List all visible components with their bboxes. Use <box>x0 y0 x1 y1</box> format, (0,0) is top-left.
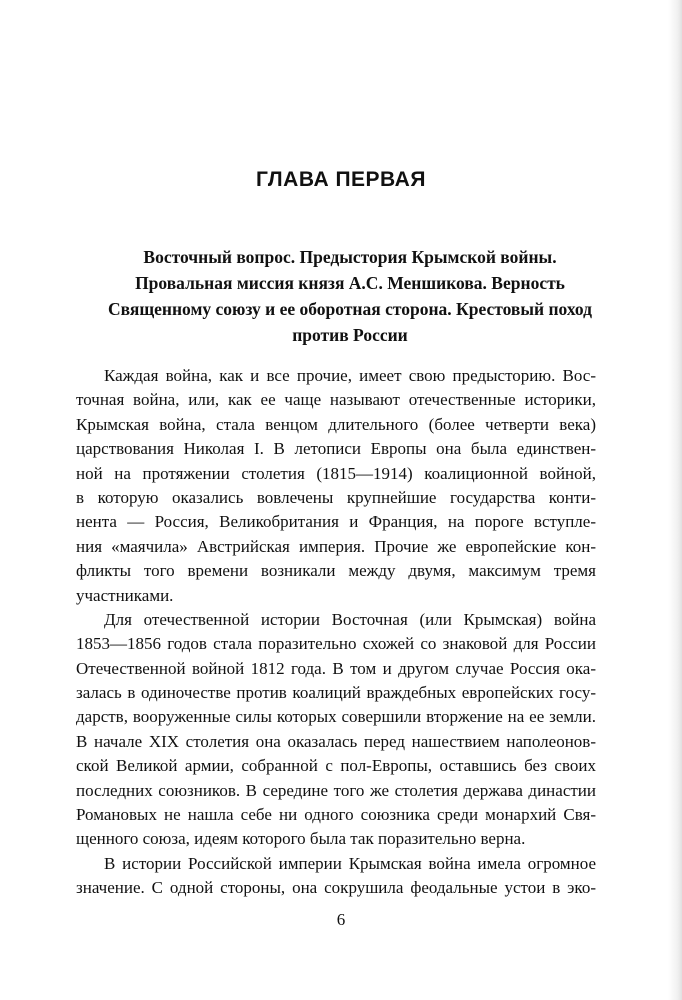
subtitle-line: Восточный вопрос. Предыстория Крымской войны. <box>143 247 557 267</box>
text-line: дарств, вооруженные силы которых совершили вторжение на ее земли. <box>76 707 596 727</box>
page-number: 6 <box>336 910 346 929</box>
text-line: значение. С одной стороны, она сокрушила феодальные устои в эко- <box>76 878 596 898</box>
text-line: В истории Российской империи Крымская война имела огромное <box>104 853 596 873</box>
text-line: ния «маячила» Австрийская империя. Прочие же европейские кон- <box>76 536 596 556</box>
text-line: нента — Россия, Великобритания и Франция, на пороге вступле- <box>76 512 596 532</box>
subtitle-line: против России <box>292 325 408 345</box>
text-line: последних союзников. В середине того же столетия держава династии <box>76 780 596 800</box>
chapter-title: ГЛАВА ПЕРВАЯ <box>256 168 426 191</box>
text-line: ской Великой армии, собранной с пол-Европы, оставшись без своих <box>76 756 596 776</box>
body-text <box>76 364 596 901</box>
subtitle-line: Провальная миссия князя А.С. Меншикова. Верность <box>135 273 565 293</box>
text-line: В начале XIX столетия она оказалась перед нашествием наполеонов- <box>76 731 596 751</box>
text-line: залась в одиночестве против коалиций враждебных европейских госу- <box>76 683 596 703</box>
subtitle-line: Священному союзу и ее оборотная сторона. Крестовый поход <box>108 299 593 319</box>
text-line: Для отечественной истории Восточная (или Крымская) война <box>104 609 596 629</box>
text-line: Крымская война, стала венцом длительного (более четверти века) <box>76 414 596 434</box>
text-line: щенного союза, идеям которого была так поразительно верна. <box>76 829 526 849</box>
page-edge-shadow <box>668 0 682 1000</box>
text-line: фликты того времени возникали между двумя, максимум тремя <box>76 561 596 581</box>
text-line: 1853—1856 годов стала поразительно схожей со знаковой для России <box>76 634 596 654</box>
text-line: Каждая война, как и все прочие, имеет свою предысторию. Вос- <box>104 366 596 385</box>
text-line: в которую оказались вовлечены крупнейшие государства конти- <box>76 487 596 507</box>
text-line: Отечественной войной 1812 года. В том и другом случае Россия ока- <box>76 658 596 678</box>
text-line: ной на протяжении столетия (1815—1914) коалиционной войной, <box>76 463 596 483</box>
text-line: царствования Николая I. В летописи Европы она была единствен- <box>76 439 596 459</box>
text-line: Романовых не нашла себе ни одного союзника среди монархий Свя- <box>76 805 596 825</box>
text-line: точная война, или, как ее чаще называют отечественные историки, <box>76 390 596 410</box>
chapter-subtitle <box>108 244 592 348</box>
text-line: участниками. <box>76 585 174 605</box>
